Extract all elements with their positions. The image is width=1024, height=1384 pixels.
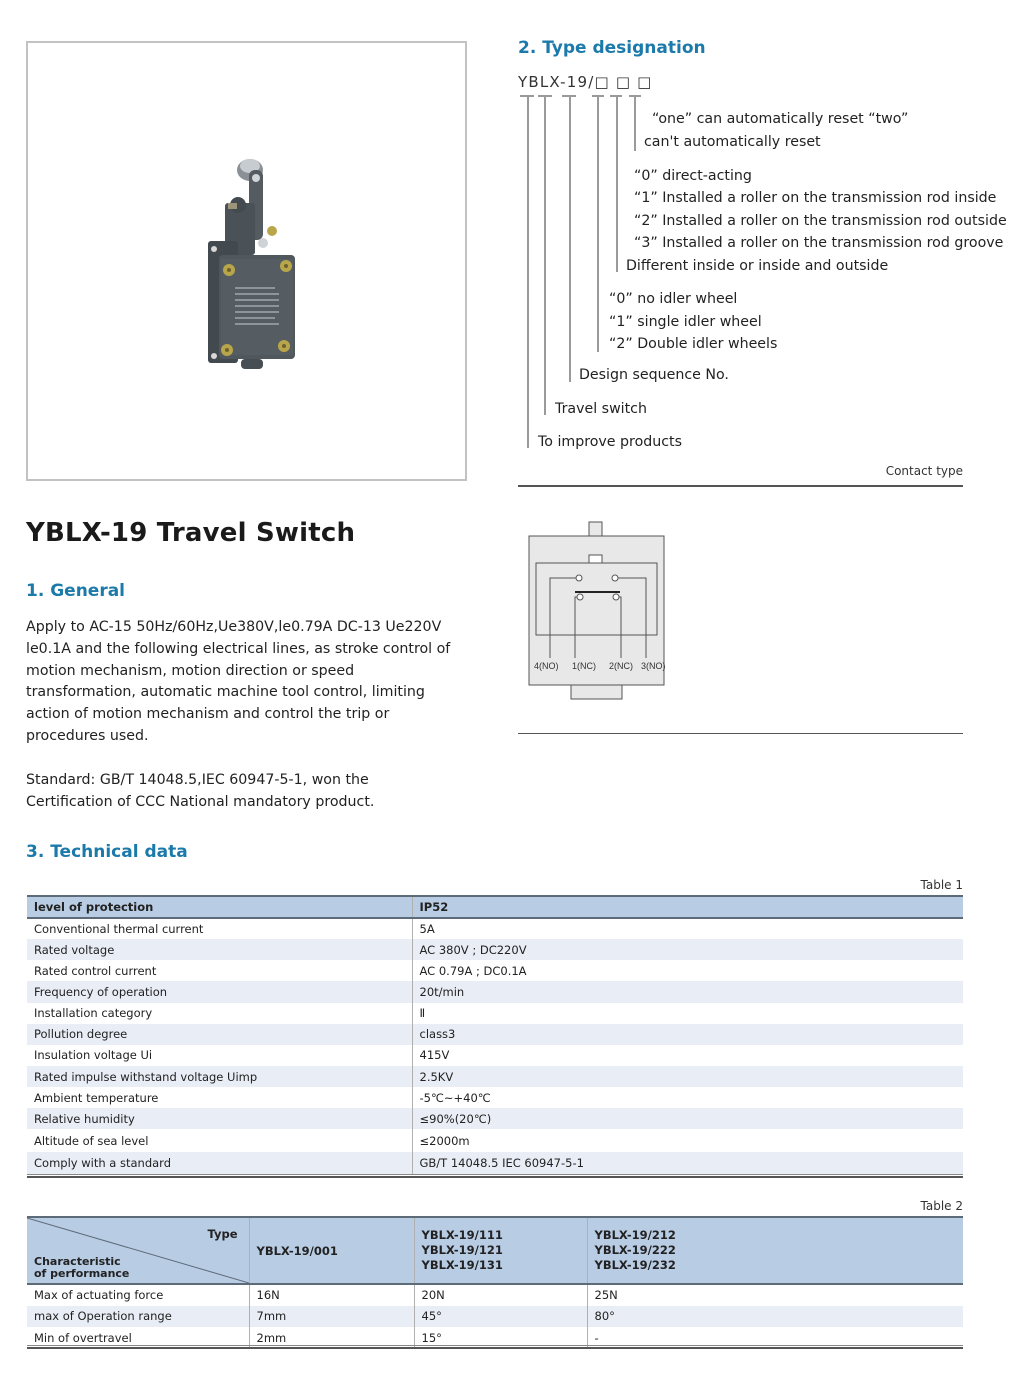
table-cell: max of Operation range — [27, 1306, 249, 1328]
technical-data-heading: 3. Technical data — [26, 842, 188, 862]
table-cell: ≤90%(20℃) — [412, 1108, 963, 1129]
table-cell: GB/T 14048.5 IEC 60947-5-1 — [412, 1152, 963, 1173]
table-row — [27, 918, 963, 939]
text-line: procedures used. — [26, 727, 149, 744]
table-row — [27, 1306, 963, 1328]
table-row — [27, 1045, 963, 1066]
terminal-label: 4(NO) — [534, 661, 559, 671]
table-row — [27, 1108, 963, 1129]
table-cell: 20N — [414, 1284, 587, 1306]
table-cell: Max of actuating force — [27, 1284, 249, 1306]
model-name: YBLX-19/001 — [256, 1243, 338, 1258]
table-header-cell: level of protection — [27, 896, 412, 918]
legend-item: “1” Installed a roller on the transmission rod inside — [634, 190, 997, 206]
legend-item: Design sequence No. — [579, 367, 729, 383]
general-heading: 1. General — [26, 581, 126, 601]
model-name: YBLX-19/131 — [421, 1258, 503, 1272]
model-name: YBLX-19/222 — [594, 1243, 676, 1257]
table-cell: Comply with a standard — [27, 1152, 412, 1173]
table-cell: Rated control current — [27, 960, 412, 981]
table-cell: 80° — [587, 1306, 963, 1328]
table-cell: 5A — [419, 922, 435, 937]
divider — [518, 733, 963, 734]
legend-item: To improve products — [538, 434, 683, 450]
table-row — [27, 1066, 963, 1087]
text-line: motion mechanism, motion direction or speed — [26, 662, 355, 679]
text-line: action of motion mechanism and control the trip or — [26, 706, 390, 723]
table1-bottom-rule — [27, 1174, 963, 1178]
type-label: Type — [207, 1227, 238, 1241]
table-row — [27, 1024, 963, 1045]
table-cell: Ⅱ — [419, 1006, 426, 1021]
legend-item: “0” direct-acting — [634, 168, 752, 184]
table-cell: AC 0.79A ; DC0.1A — [419, 963, 527, 978]
tree-line — [616, 95, 618, 272]
table-cell: 16N — [249, 1284, 414, 1306]
technical-data-table — [27, 895, 963, 1174]
table-row — [27, 939, 963, 960]
table-cell: AC 380V ; DC220V — [412, 939, 963, 960]
table-header-cell: IP52 — [412, 896, 963, 918]
product-photo-frame — [26, 41, 467, 481]
table-cell: ≤2000m — [419, 1133, 470, 1148]
table-cell: Conventional thermal current — [27, 918, 412, 939]
contact-type-label: Contact type — [885, 464, 963, 478]
table-row — [27, 1284, 963, 1306]
contact-diagram-svg — [518, 518, 678, 704]
terminal-label: 3(NO) — [641, 661, 666, 671]
table-header-row — [27, 896, 963, 918]
table-cell: 25N — [594, 1288, 618, 1303]
contact-diagram — [518, 518, 678, 704]
table-cell: 2mm — [249, 1327, 414, 1349]
table-cell: 415V — [419, 1048, 450, 1063]
text-line: transformation, automatic machine tool control, limiting — [26, 684, 425, 701]
model-name: YBLX-19/121 — [421, 1243, 503, 1257]
model-name: YBLX-19/232 — [594, 1258, 676, 1272]
table-cell: Rated voltage — [27, 939, 412, 960]
legend-item: “1” single idler wheel — [609, 314, 762, 330]
table1-caption: Table 1 — [920, 878, 963, 892]
divider — [518, 485, 963, 487]
legend-item: “one” can automatically reset “two” — [652, 111, 909, 127]
table-cell: 45° — [414, 1306, 587, 1328]
table-header-cell — [414, 1217, 587, 1284]
legend-item: “2” Installed a roller on the transmission rod outside — [634, 213, 1007, 229]
tree-line — [634, 95, 636, 151]
table-cell: Pollution degree — [27, 1024, 412, 1045]
table2-bottom-rule — [27, 1345, 963, 1349]
legend-item: Travel switch — [555, 401, 647, 417]
table-cell: -5℃~+40℃ — [419, 1090, 491, 1105]
page-title: YBLX-19 Travel Switch — [26, 518, 356, 548]
table-header-row — [27, 1217, 963, 1284]
terminal-label: 2(NC) — [609, 661, 633, 671]
table-row — [27, 960, 963, 981]
table-cell: 2.5KV — [412, 1066, 963, 1087]
table-row — [27, 981, 963, 1002]
table-row — [27, 1152, 963, 1173]
table-cell: 20t/min — [412, 981, 963, 1002]
table-cell: Rated impulse withstand voltage Uimp — [27, 1066, 412, 1087]
diagonal-header-cell — [27, 1217, 249, 1284]
travel-switch-image — [28, 43, 465, 479]
table-cell: 7mm — [249, 1306, 414, 1328]
tree-line — [569, 95, 571, 382]
type-designation-heading: 2. Type designation — [518, 38, 706, 58]
table-cell: Min of overtravel — [27, 1327, 249, 1349]
text-line: le0.1A and the following electrical lines, as stroke control of — [26, 640, 451, 657]
text-line: Standard: GB/T 14048.5,IEC 60947-5-1, won the — [26, 772, 369, 788]
model-name: YBLX-19/212 — [594, 1228, 676, 1242]
table-cell: - — [594, 1330, 599, 1345]
general-description — [26, 617, 466, 748]
tree-line — [597, 95, 599, 352]
standard-description — [26, 770, 466, 814]
legend-item: “2” Double idler wheels — [609, 336, 778, 352]
table-row — [27, 1087, 963, 1108]
legend-item: “3” Installed a roller on the transmission rod groove — [634, 235, 1004, 251]
legend-item: can't automatically reset — [644, 134, 821, 150]
performance-table — [27, 1216, 963, 1349]
legend-item: Different inside or inside and outside — [626, 258, 889, 274]
table-row — [27, 1003, 963, 1024]
model-name: YBLX-19/111 — [421, 1228, 503, 1242]
table-row — [27, 1129, 963, 1152]
terminal-label: 1(NC) — [572, 661, 596, 671]
tree-line — [544, 95, 546, 415]
text-line: Certification of CCC National mandatory product. — [26, 793, 375, 810]
tree-line — [527, 95, 529, 448]
table-cell: Insulation voltage Ui — [27, 1045, 412, 1066]
table-cell: Relative humidity — [27, 1108, 412, 1129]
text-line: Apply to AC-15 50Hz/60Hz,Ue380V,le0.79A DC-13 Ue220V — [26, 619, 442, 635]
characteristic-label: Characteristic of performance — [34, 1255, 130, 1280]
table-cell: Ambient temperature — [27, 1087, 412, 1108]
table-cell: Frequency of operation — [27, 981, 412, 1002]
table-cell: Installation category — [27, 1003, 412, 1024]
table2-caption: Table 2 — [920, 1199, 963, 1213]
table-cell: class3 — [412, 1024, 963, 1045]
table-cell: Altitude of sea level — [27, 1129, 412, 1152]
legend-item: “0” no idler wheel — [609, 291, 738, 307]
designation-code: YBLX-19/□ □ □ — [518, 73, 653, 91]
table-header-cell — [249, 1217, 414, 1284]
table-cell: 15° — [414, 1327, 587, 1349]
table-header-cell — [587, 1217, 963, 1284]
